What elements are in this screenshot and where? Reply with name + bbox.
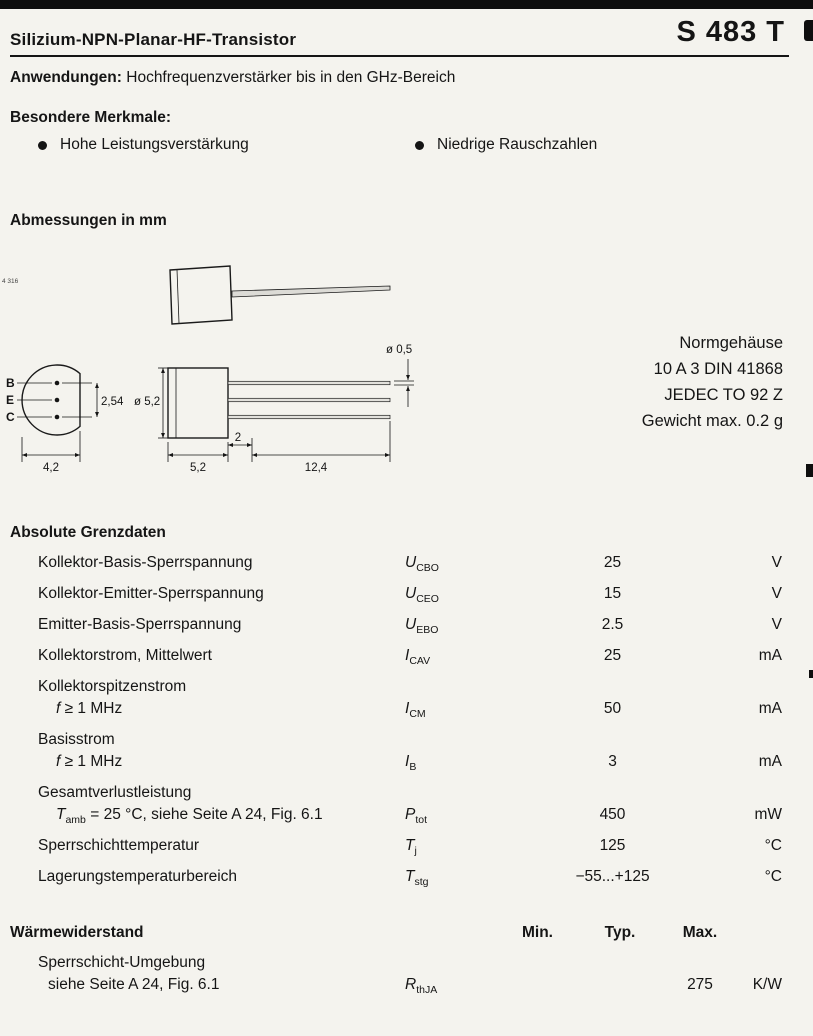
parameter-symbol: $I_{CM}$ xyxy=(405,700,426,721)
parameter-symbol: $I_{CAV}$ xyxy=(405,647,431,668)
parameter-name: Sperrschicht-Umgebung xyxy=(38,954,206,971)
part-number: S 483 T xyxy=(676,16,785,48)
parameter-unit: V xyxy=(771,616,782,633)
parameter-unit: V xyxy=(771,554,782,571)
package-info-line: JEDEC TO 92 Z xyxy=(664,386,783,404)
dim-label-pin-pitch: 2,54 xyxy=(101,396,124,408)
dim-label-lead-offset: 2 xyxy=(234,432,242,444)
dim-label-lead-length: 12,4 xyxy=(304,462,328,474)
parameter-symbol: $P_{tot}$ xyxy=(405,806,428,827)
page-title: Silizium-NPN-Planar-HF-Transistor xyxy=(10,30,297,49)
parameter-name: Emitter-Basis-Sperrspannung xyxy=(38,616,242,633)
parameter-symbol: $R_{thJA}$ xyxy=(405,976,438,997)
limits-row xyxy=(10,835,782,857)
dim-label-body-diameter: ø 5,2 xyxy=(134,396,161,408)
parameter-value: 15 xyxy=(603,585,622,602)
transistor-side-view xyxy=(170,266,390,324)
parameter-value: 125 xyxy=(599,837,626,854)
parameter-condition: siehe Seite A 24, Fig. 6.1 xyxy=(48,976,220,993)
scan-edge-mark xyxy=(804,20,813,41)
parameter-name: Lagerungstemperaturbereich xyxy=(38,868,238,885)
limits-row xyxy=(10,676,782,720)
dim-label-cap-width: 4,2 xyxy=(43,462,59,474)
scan-edge-mark xyxy=(809,670,813,678)
limits-row xyxy=(10,866,782,888)
package-info-line: Gewicht max. 0.2 g xyxy=(641,412,783,430)
limits-row xyxy=(10,782,782,826)
parameter-value: 3 xyxy=(608,753,617,770)
column-header-max: Max. xyxy=(682,924,718,941)
column-header-min: Min. xyxy=(522,924,553,941)
feature-item xyxy=(415,136,597,154)
parameter-name: Basisstrom xyxy=(38,731,115,748)
parameter-unit: mA xyxy=(758,753,782,770)
limits-row xyxy=(10,614,782,636)
parameter-name: Kollektorstrom, Mittelwert xyxy=(38,647,212,664)
parameter-symbol: $U_{CBO}$ xyxy=(405,554,439,575)
parameter-symbol: $U_{CEO}$ xyxy=(405,585,439,606)
parameter-condition: f ≥ 1 MHz xyxy=(56,753,123,770)
parameter-unit: mA xyxy=(758,647,782,664)
parameter-symbol: $U_{EBO}$ xyxy=(405,616,439,637)
parameter-condition: f ≥ 1 MHz xyxy=(56,700,123,717)
parameter-symbol: $I_B$ xyxy=(405,753,417,774)
pin-label-c: C xyxy=(6,410,15,424)
parameter-condition: $T_{amb} = 25$ °C, siehe Seite A 24, Fig. 6.1 xyxy=(56,806,323,827)
applications-label: Anwendungen: xyxy=(10,69,122,86)
parameter-name: Kollektor-Basis-Sperrspannung xyxy=(38,554,253,571)
parameter-value: 50 xyxy=(603,700,622,717)
limits-row xyxy=(10,729,782,773)
features-list xyxy=(0,136,813,156)
applications-line xyxy=(10,69,455,87)
parameter-unit: mW xyxy=(754,806,782,823)
feature-label: Niedrige Rauschzahlen xyxy=(437,136,598,153)
limits-heading: Absolute Grenzdaten xyxy=(10,524,166,541)
parameter-value: 2.5 xyxy=(601,616,624,633)
parameter-unit: mA xyxy=(758,700,782,717)
transistor-bottom-view xyxy=(6,365,80,435)
parameter-symbol: $T_j$ xyxy=(405,837,417,858)
thermal-header-row xyxy=(10,922,782,944)
dim-label-lead-diameter: ø 0,5 xyxy=(386,344,413,356)
thermal-row xyxy=(10,952,782,996)
dim-label-body-width: 5,2 xyxy=(190,462,206,474)
parameter-name: Gesamtverlustleistung xyxy=(38,784,192,801)
applications-text: Hochfrequenzverstärker bis in den GHz-Bereich xyxy=(126,69,456,86)
max-value: 275 xyxy=(687,976,713,993)
dimensions-heading: Abmessungen in mm xyxy=(10,212,167,229)
thermal-section xyxy=(10,922,782,996)
parameter-value: 25 xyxy=(603,647,622,664)
parameter-symbol: $T_{stg}$ xyxy=(405,868,429,889)
parameter-value: 450 xyxy=(599,806,626,823)
parameter-name: Kollektor-Emitter-Sperrspannung xyxy=(38,585,264,602)
package-info xyxy=(642,330,783,434)
pin-label-e: E xyxy=(6,393,15,407)
parameter-unit: °C xyxy=(764,868,782,885)
parameter-value: −55...+125 xyxy=(575,868,650,885)
title-rule xyxy=(10,55,789,57)
limits-table xyxy=(10,552,782,897)
limits-row xyxy=(10,552,782,574)
limits-row xyxy=(10,583,782,605)
transistor-front-view xyxy=(168,368,390,438)
margin-note: 4 316 xyxy=(2,278,19,285)
feature-item xyxy=(38,136,249,154)
feature-label: Hohe Leistungsverstärkung xyxy=(60,136,249,153)
bullet-icon xyxy=(415,141,424,150)
package-info-line: 10 A 3 DIN 41868 xyxy=(653,360,783,378)
parameter-name: Sperrschichttemperatur xyxy=(38,837,200,854)
column-header-typ: Typ. xyxy=(604,924,636,941)
parameter-unit: V xyxy=(771,585,782,602)
parameter-unit: K/W xyxy=(752,976,782,993)
package-info-line: Normgehäuse xyxy=(679,334,783,352)
parameter-name: Kollektorspitzenstrom xyxy=(38,678,187,695)
limits-row xyxy=(10,645,782,667)
parameter-unit: °C xyxy=(764,837,782,854)
thermal-heading: Wärmewiderstand xyxy=(10,924,144,941)
parameter-value: 25 xyxy=(603,554,622,571)
top-border-bar xyxy=(0,0,813,9)
scan-edge-mark xyxy=(806,464,813,477)
bullet-icon xyxy=(38,141,47,150)
pin-label-b: B xyxy=(6,376,15,390)
features-heading: Besondere Merkmale: xyxy=(10,109,172,126)
